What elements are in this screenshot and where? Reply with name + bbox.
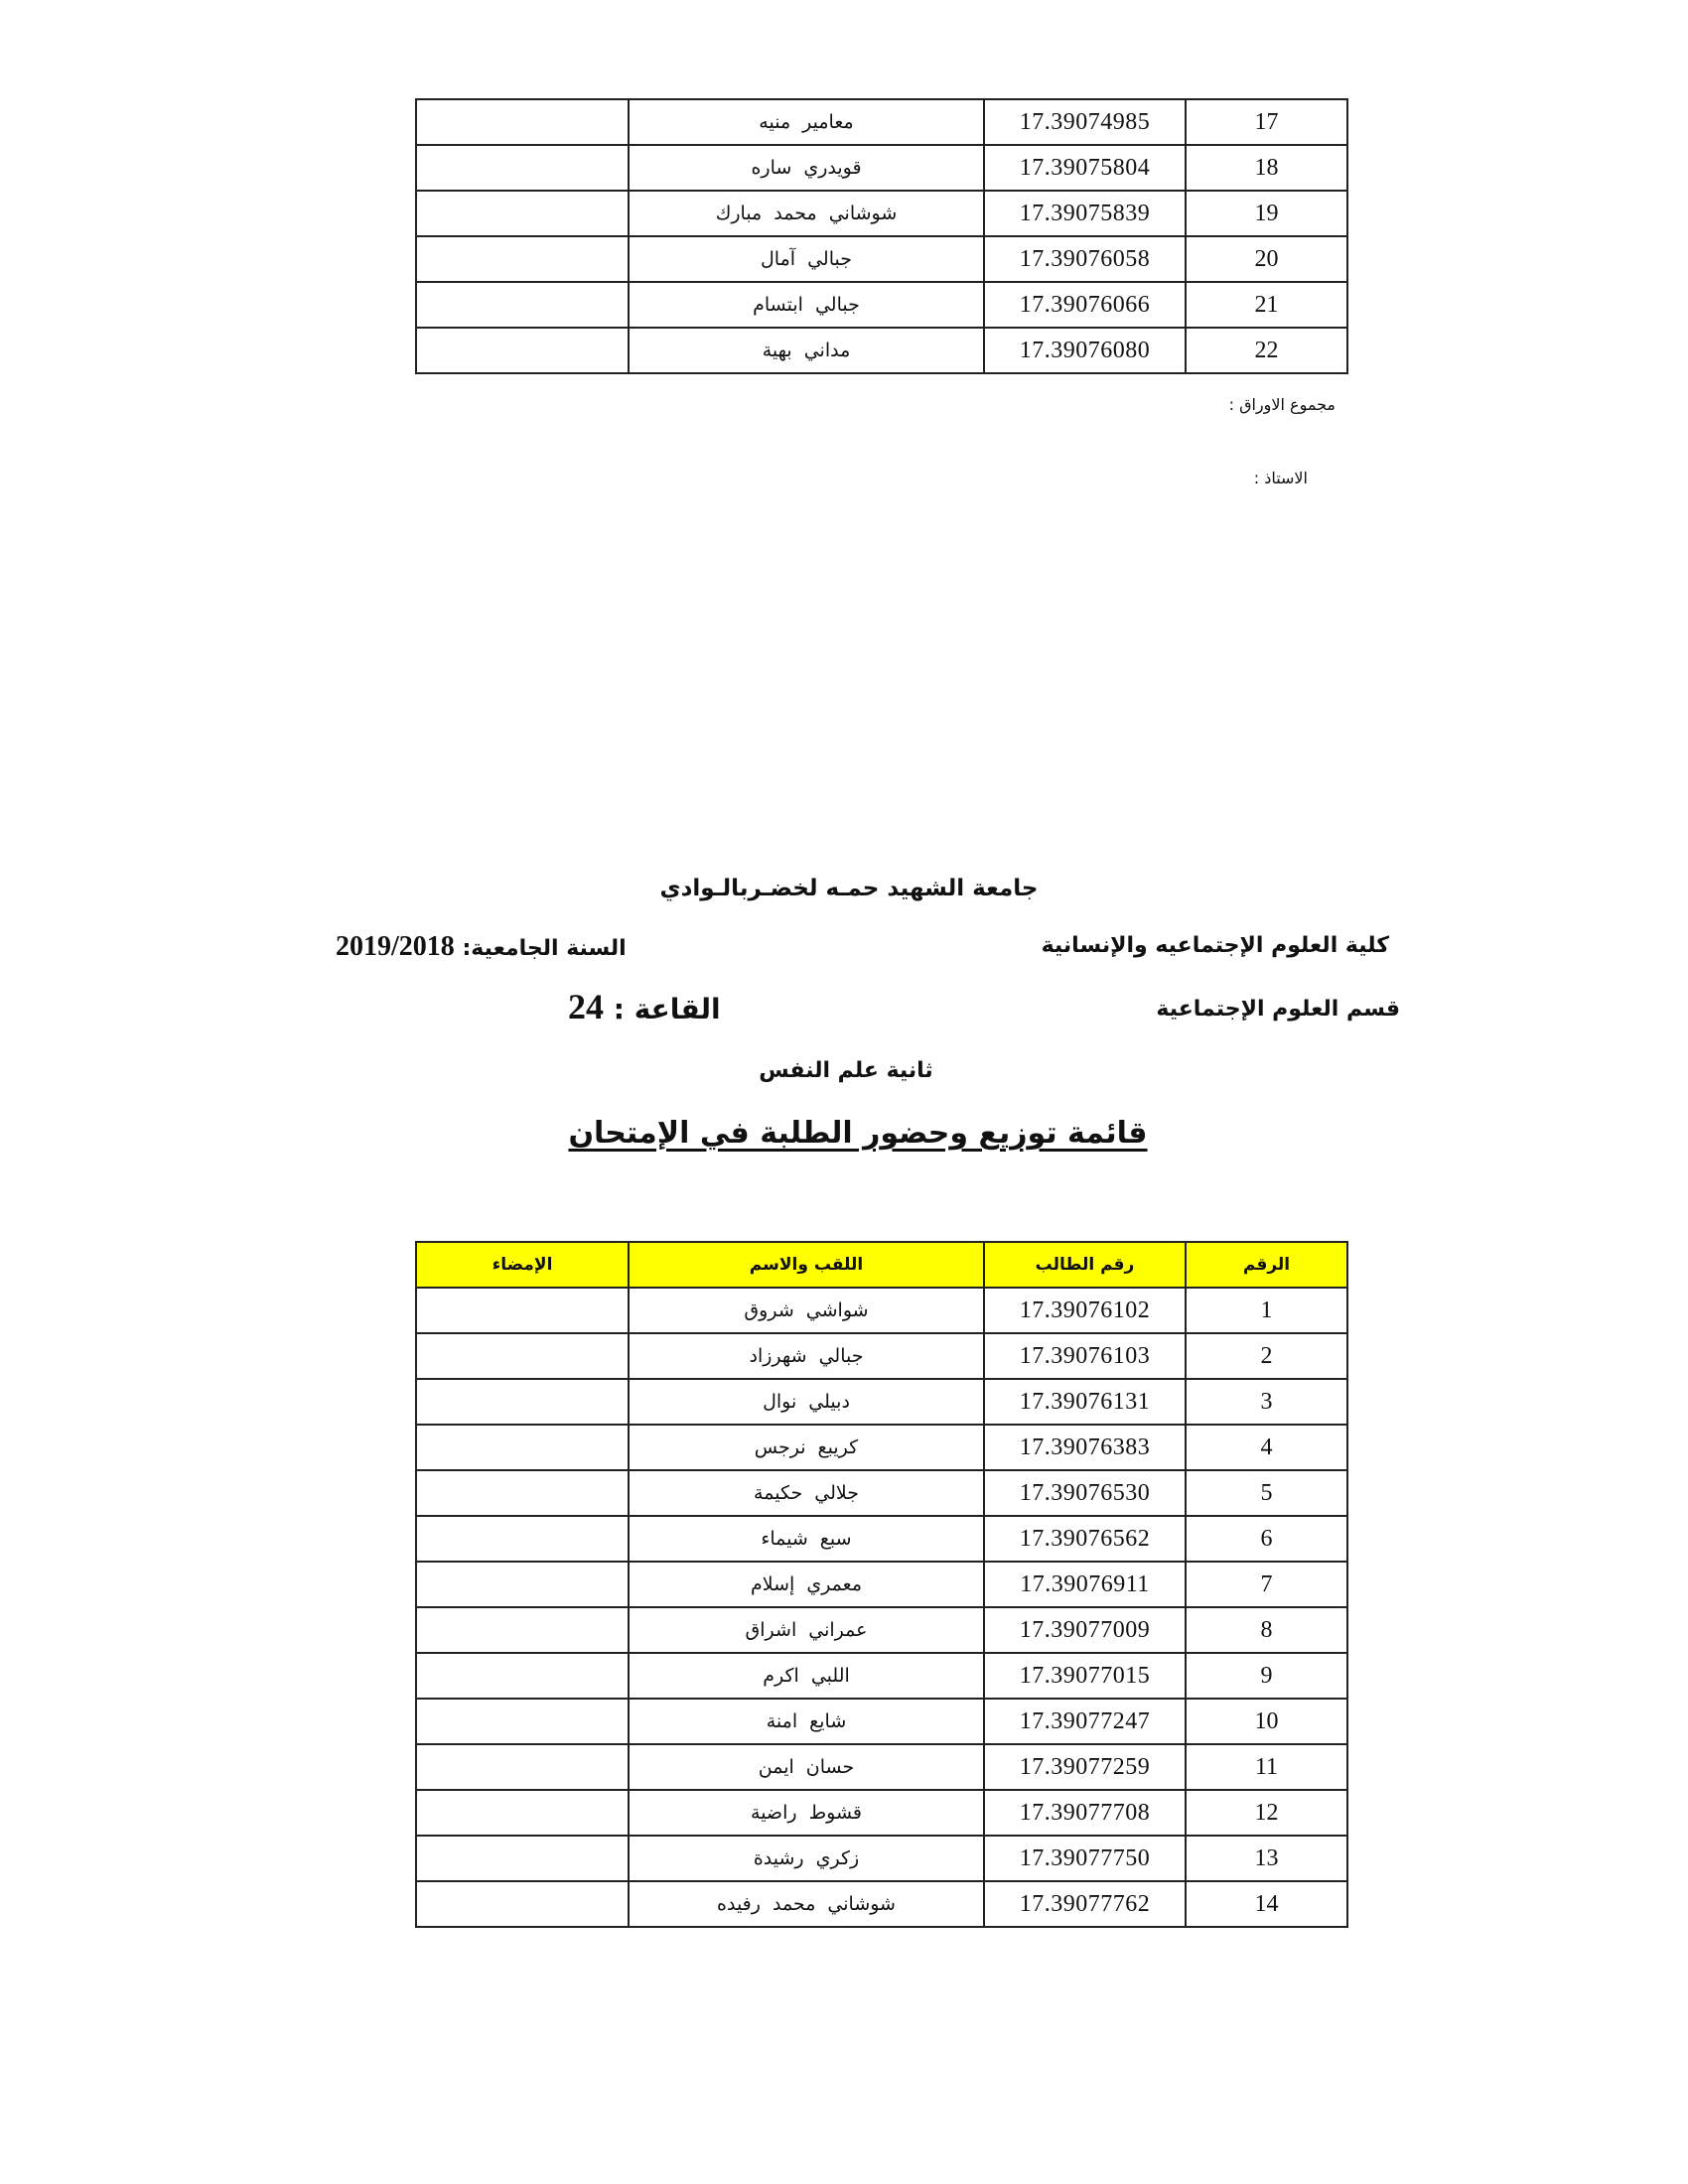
student-name: شوشاني محمد رفيده — [629, 1881, 984, 1927]
student-id: 17.39077247 — [984, 1699, 1186, 1744]
column-header-signature: الإمضاء — [416, 1242, 629, 1288]
academic-year-value: 2019/2018 — [336, 931, 455, 962]
hall-number: 24 — [568, 987, 604, 1026]
student-name: جبالي شهرزاد — [629, 1333, 984, 1379]
student-name: شواشي شروق — [629, 1288, 984, 1333]
student-id: 17.39076131 — [984, 1379, 1186, 1425]
row-number: 14 — [1186, 1881, 1347, 1927]
table-row — [416, 1425, 1347, 1470]
row-number: 5 — [1186, 1470, 1347, 1516]
student-id: 17.39076066 — [984, 282, 1186, 328]
student-id: 17.39077009 — [984, 1607, 1186, 1653]
signature-cell — [416, 1881, 629, 1927]
student-id: 17.39076562 — [984, 1516, 1186, 1562]
professor-label: الاستاذ : — [1253, 469, 1308, 487]
table-row — [416, 1470, 1347, 1516]
academic-year — [336, 931, 627, 963]
department-name: قسم العلوم الإجتماعية — [1156, 997, 1400, 1022]
row-number: 3 — [1186, 1379, 1347, 1425]
signature-cell — [416, 191, 629, 236]
faculty-name: كلية العلوم الإجتماعيه والإنسانية — [1041, 933, 1389, 958]
table-row — [416, 1562, 1347, 1607]
table-row — [416, 236, 1347, 282]
student-name: عمراني اشراق — [629, 1607, 984, 1653]
row-number: 17 — [1186, 99, 1347, 145]
row-number: 12 — [1186, 1790, 1347, 1836]
signature-cell — [416, 1516, 629, 1562]
row-number: 7 — [1186, 1562, 1347, 1607]
list-title: قائمة توزيع وحضور الطلبة في الإمتحان — [568, 1116, 1148, 1151]
student-id: 17.39076383 — [984, 1425, 1186, 1470]
student-id: 17.39075804 — [984, 145, 1186, 191]
table-row — [416, 328, 1347, 373]
student-id: 17.39077708 — [984, 1790, 1186, 1836]
row-number: 6 — [1186, 1516, 1347, 1562]
table-row — [416, 145, 1347, 191]
student-id: 17.39077259 — [984, 1744, 1186, 1790]
table-row — [416, 1607, 1347, 1653]
signature-cell — [416, 328, 629, 373]
table-row — [416, 1379, 1347, 1425]
student-name: كريبع نرجس — [629, 1425, 984, 1470]
student-name: حسان ايمن — [629, 1744, 984, 1790]
signature-cell — [416, 1333, 629, 1379]
row-number: 21 — [1186, 282, 1347, 328]
table-row — [416, 1790, 1347, 1836]
total-papers-label: مجموع الاوراق : — [1228, 395, 1336, 414]
table-row — [416, 1288, 1347, 1333]
signature-cell — [416, 1607, 629, 1653]
row-number: 20 — [1186, 236, 1347, 282]
student-name: معامير منيه — [629, 99, 984, 145]
column-header-name: اللقب والاسم — [629, 1242, 984, 1288]
student-name: جبالي ابتسام — [629, 282, 984, 328]
signature-cell — [416, 282, 629, 328]
table-row — [416, 1881, 1347, 1927]
student-name: دبيلي نوال — [629, 1379, 984, 1425]
student-name: جبالي آمال — [629, 236, 984, 282]
signature-cell — [416, 1425, 629, 1470]
signature-cell — [416, 145, 629, 191]
bottom-roster-table — [415, 1241, 1348, 1928]
row-number: 18 — [1186, 145, 1347, 191]
student-name: معمري إسلام — [629, 1562, 984, 1607]
table-row — [416, 1333, 1347, 1379]
table-row — [416, 191, 1347, 236]
student-id: 17.39076080 — [984, 328, 1186, 373]
signature-cell — [416, 1288, 629, 1333]
table-row — [416, 1653, 1347, 1699]
signature-cell — [416, 1470, 629, 1516]
university-name: جامعة الشهيد حمـه لخضـربالـوادي — [659, 876, 1039, 901]
student-name: زكري رشيدة — [629, 1836, 984, 1881]
row-number: 22 — [1186, 328, 1347, 373]
student-id: 17.39077015 — [984, 1653, 1186, 1699]
student-id: 17.39074985 — [984, 99, 1186, 145]
column-header-num: الرقم — [1186, 1242, 1347, 1288]
student-name: قشوط راضية — [629, 1790, 984, 1836]
study-level: ثانية علم النفس — [759, 1058, 933, 1083]
student-name: اللبي اكرم — [629, 1653, 984, 1699]
signature-cell — [416, 1699, 629, 1744]
student-name: شايع امنة — [629, 1699, 984, 1744]
student-id: 17.39076103 — [984, 1333, 1186, 1379]
table-row — [416, 1744, 1347, 1790]
student-name: مداني بهية — [629, 328, 984, 373]
student-id: 17.39076058 — [984, 236, 1186, 282]
row-number: 13 — [1186, 1836, 1347, 1881]
signature-cell — [416, 1379, 629, 1425]
row-number: 2 — [1186, 1333, 1347, 1379]
table-row — [416, 282, 1347, 328]
signature-cell — [416, 99, 629, 145]
signature-cell — [416, 1562, 629, 1607]
top-roster-body — [416, 99, 1347, 373]
row-number: 1 — [1186, 1288, 1347, 1333]
row-number: 8 — [1186, 1607, 1347, 1653]
student-name: قويدري ساره — [629, 145, 984, 191]
academic-year-label: السنة الجامعية: — [462, 936, 627, 961]
signature-cell — [416, 1744, 629, 1790]
student-id: 17.39076911 — [984, 1562, 1186, 1607]
signature-cell — [416, 1790, 629, 1836]
student-name: سبع شيماء — [629, 1516, 984, 1562]
table-row — [416, 99, 1347, 145]
student-id: 17.39075839 — [984, 191, 1186, 236]
row-number: 4 — [1186, 1425, 1347, 1470]
bottom-roster-body — [416, 1288, 1347, 1927]
signature-cell — [416, 1653, 629, 1699]
student-id: 17.39077750 — [984, 1836, 1186, 1881]
student-id: 17.39077762 — [984, 1881, 1186, 1927]
header-row — [416, 1242, 1347, 1288]
student-name: شوشاني محمد مبارك — [629, 191, 984, 236]
table-row — [416, 1699, 1347, 1744]
signature-cell — [416, 1836, 629, 1881]
bottom-roster-header — [416, 1242, 1347, 1288]
student-name: جلالي حكيمة — [629, 1470, 984, 1516]
signature-cell — [416, 236, 629, 282]
row-number: 11 — [1186, 1744, 1347, 1790]
top-roster-table — [415, 98, 1348, 374]
table-row — [416, 1516, 1347, 1562]
hall-label: القاعة : — [613, 993, 721, 1025]
student-id: 17.39076530 — [984, 1470, 1186, 1516]
column-header-student-id: رقم الطالب — [984, 1242, 1186, 1288]
row-number: 9 — [1186, 1653, 1347, 1699]
student-id: 17.39076102 — [984, 1288, 1186, 1333]
row-number: 19 — [1186, 191, 1347, 236]
exam-hall — [568, 986, 721, 1027]
table-row — [416, 1836, 1347, 1881]
row-number: 10 — [1186, 1699, 1347, 1744]
